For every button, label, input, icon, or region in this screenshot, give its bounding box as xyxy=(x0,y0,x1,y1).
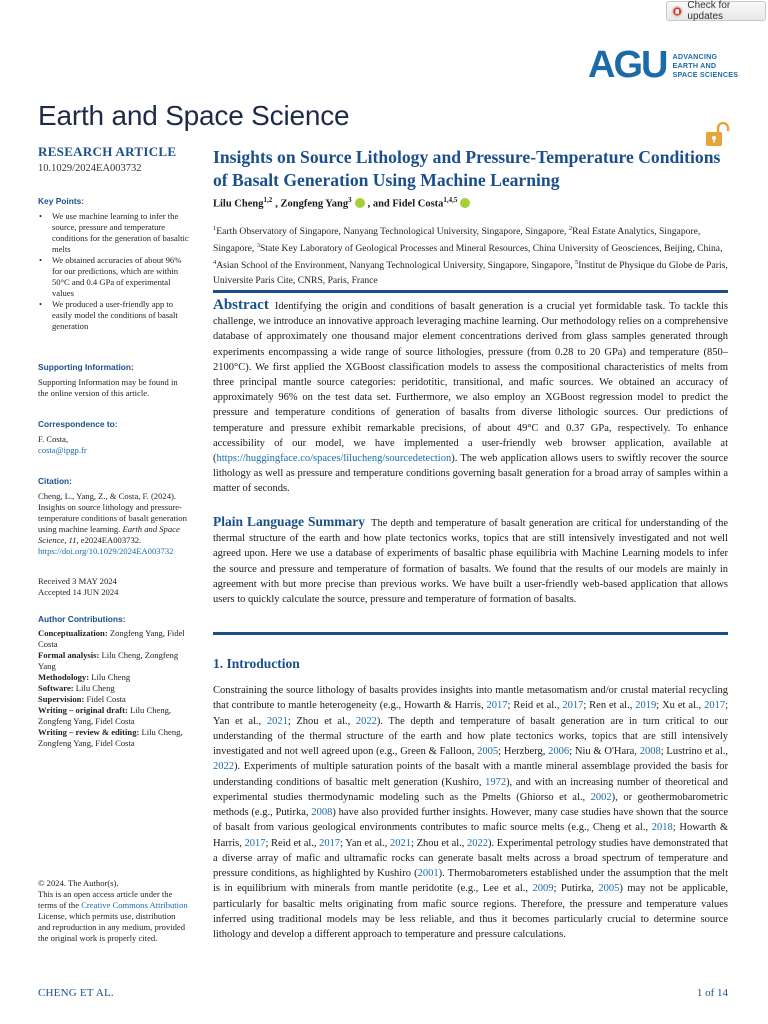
citation-year-link[interactable]: 2019 xyxy=(635,700,657,712)
intro-text-segment: ; Xu et al., xyxy=(656,700,705,712)
citation-year-link[interactable]: 2017 xyxy=(704,700,726,712)
citation xyxy=(38,476,190,557)
affiliation-number: 4 xyxy=(213,259,217,267)
intro-text-segment: ; Zhou et al., xyxy=(411,837,468,849)
citation-year-link[interactable]: 2017 xyxy=(486,700,508,712)
citation-year-link[interactable]: 2001 xyxy=(417,868,439,879)
supporting-text: Supporting Information may be found in the online version of this article. xyxy=(38,377,178,398)
plain-language-summary xyxy=(213,514,728,607)
contribution-item xyxy=(38,672,190,683)
contribution-names: Lilu Cheng, Zongfeng Yang, Fidel Costa xyxy=(38,727,183,748)
affiliation-text: Asian School of the Environment, Nanyang Technological University, Singapore, Singapore, xyxy=(216,260,576,272)
citation-year-link[interactable]: 2017 xyxy=(319,837,341,849)
citation-year-link[interactable]: 1972 xyxy=(485,776,507,788)
journal-title: Earth and Space Science xyxy=(38,100,350,131)
section-divider xyxy=(213,632,728,635)
intro-text-segment: ; Yan et al., xyxy=(213,700,728,727)
intro-text-segment: ; Niu & O'Hara, xyxy=(569,746,640,757)
affiliation-text: Institut de Physique du Globe de Paris, Universite Paris Cite, CNRS, Paris, France xyxy=(213,260,728,286)
affiliation-text: State Key Laboratory of Geological Processes and Mineral Resources, China University of Geosciences, Beijing, China, xyxy=(259,243,723,255)
page-number: 1 of 14 xyxy=(696,987,728,999)
intro-text-segment: ; Ren et al., xyxy=(583,700,636,712)
intro-text-segment: ; Zhou et al., xyxy=(287,715,356,727)
contribution-names: Lilu Cheng xyxy=(75,683,115,693)
intro-text-segment: ; Reid et al., xyxy=(265,837,320,849)
intro-text-segment: ; Herzberg, xyxy=(498,746,549,757)
citation-year-link[interactable]: 2005 xyxy=(598,883,620,895)
author-2-affil: 3 xyxy=(348,196,352,204)
article-type xyxy=(38,146,190,174)
intro-text-segment: ). The depth and temperature of basalt generation are in turn critical to our understanding of the thermal structure of the earth and how plate tectonics works, topics that are still intensively investigated and not well agreed upon (e.g., Green & Falloon, xyxy=(213,715,728,757)
contribution-item xyxy=(38,694,190,705)
affiliation-number: 3 xyxy=(256,242,260,250)
agu-tag-line: EARTH AND xyxy=(672,60,717,70)
contribution-role: Conceptualization: xyxy=(38,628,108,638)
citation-year-link[interactable]: 2021 xyxy=(390,837,412,849)
contribution-names: Lilu Cheng xyxy=(91,672,131,682)
author-3-affil: 1,4,5 xyxy=(443,196,458,204)
contribution-role: Software: xyxy=(38,683,74,693)
intro-text-segment: ; Howarth & Harris, xyxy=(213,822,728,849)
citation-year-link[interactable]: 2022 xyxy=(355,715,377,727)
app-link[interactable]: https://huggingface.co/spaces/lilucheng/sourcedetection xyxy=(216,453,452,465)
agu-logo-mark: AGU xyxy=(588,44,667,86)
agu-tag-line: SPACE SCIENCES xyxy=(672,69,739,79)
creative-commons-link[interactable]: Creative Commons Attribution xyxy=(81,900,188,910)
intro-text-segment: ) have also provided further insights. However, many case studies have shown that the source of basalt from various geological environments contributes to mafic source melts (e.g., Cheng et al., xyxy=(213,807,728,834)
abstract-text: ). The web application allows users to swiftly recover the source lithology as well as pressure and temperature conditions governing basalt generation for a broad array of samples within a matter of seconds. xyxy=(213,453,728,495)
citation-label: Citation: xyxy=(38,476,72,486)
contributions-list xyxy=(38,628,190,749)
pls-text: The depth and temperature of basalt generation are critical for understanding of the thermal structure of the earth and how plate tectonics works, topics that are still intensively investigated and not well agreed upon. Here we use a database of experiments of basaltic phase equilibria with Machine Learning models to infer the source and pressure and temperature of formation of basalts. We found that the results of our models are mainly in agreement with but more precise than previous works. We have built a user-friendly web-based application that allows users to quickly calculate the source, pressure and temperature of formation of basalts. xyxy=(213,518,728,606)
key-point-item: • We produced a user-friendly app to easily model the conditions of basalt generation xyxy=(38,299,190,332)
intro-text-segment: Constraining the source lithology of basalts provides insights into mantle metasomatism and/or crustal material recycling that contribute to mantle heterogeneity (e.g., Howarth & Harris, xyxy=(213,685,728,712)
introduction-text xyxy=(213,683,728,942)
check-for-updates-button[interactable] xyxy=(666,1,766,21)
check-for-updates-label: Check for updates xyxy=(687,0,731,22)
affiliation-number: 1 xyxy=(213,225,217,232)
contribution-names: Lilu Cheng, Zongfeng Yang xyxy=(38,650,179,671)
running-head: CHENG ET AL. xyxy=(38,987,114,999)
author-contributions xyxy=(38,614,190,749)
contribution-item xyxy=(38,628,190,650)
citation-text xyxy=(38,491,190,546)
key-point-item: • We obtained accuracies of about 96% for our predictions, which are within 50°C and 0.4 GPa of experimental values xyxy=(38,255,190,299)
agu-logo xyxy=(588,46,738,84)
intro-text-segment: ; Putirka, xyxy=(553,883,599,895)
citation-year-link[interactable]: 2009 xyxy=(532,883,554,895)
correspondence-email-link[interactable]: costa@ipgp.fr xyxy=(38,445,87,455)
abstract-text: Identifying the origin and conditions of basalt generation is a crucial yet formidable task. To tackle this challenge, we introduce an innovative approach leveraging machine learning. Our methodology relies on a comprehensive database of approximately one thousand major element concentrations derived from glass samples generated through experiments encompassing a wide range of source lithologies, pressure (from 0.28 to 20 GPa) and temperature (850–2100°C). We first applied the XGBoost classification models to assess the compositional characteristics of melts from three principal mantle source categories: peridotitic, transitional, and mafic sources. We obtained an accuracy of approximately 96% on the test data set. Furthermore, we also employ an XGBoost regression model to predict the pressure and temperature conditions of generation of basalts from diverse lithologic sources. Our predictions of temperature and pressure exhibit remarkable precisions, of about 49°C and 0.37 GPa, respectively. To enhance accessibility of our model, we have implemented a user-friendly web browser application, available at ( xyxy=(213,301,728,465)
author-2: , Zongfeng Yang xyxy=(275,198,349,210)
affiliation-number: 2 xyxy=(568,225,573,232)
license-statement xyxy=(38,878,190,944)
author-3: , and Fidel Costa xyxy=(367,198,444,210)
copyright-text: © 2024. The Author(s). xyxy=(38,878,119,888)
contribution-role: Formal analysis: xyxy=(38,650,100,660)
license-pre: This is an open access article under the terms of the xyxy=(38,889,173,910)
license-text xyxy=(38,889,190,944)
contribution-role: Writing – original draft: xyxy=(38,705,128,715)
author-name xyxy=(368,196,458,210)
author-list xyxy=(213,196,728,210)
citation-year-link[interactable]: 2017 xyxy=(562,700,584,712)
citation-year-link[interactable]: 2021 xyxy=(266,715,288,727)
author-1: Lilu Cheng xyxy=(213,198,264,210)
affiliations xyxy=(213,222,728,288)
intro-text-segment: ), and with an increasing number of theoretical and experimental studies thermodynamic modeling such as the Pmelts (Ghiorso et al., xyxy=(213,776,729,803)
contribution-item xyxy=(38,705,190,727)
supporting-label: Supporting Information: xyxy=(38,362,134,372)
article-doi: 10.1029/2024EA003732 xyxy=(38,163,142,174)
citation-year-link[interactable]: 2017 xyxy=(244,837,266,849)
author-name xyxy=(213,196,272,210)
contribution-item xyxy=(38,727,190,749)
citation-journal: Earth and Space Science, 11, xyxy=(38,524,180,545)
contribution-item xyxy=(38,683,190,694)
contribution-names: Zongfeng Yang, Fidel Costa xyxy=(38,628,185,649)
intro-text-segment: ), or geothermobarometric methods (e.g., Putirka, xyxy=(213,791,728,818)
citation-doi-link[interactable]: https://doi.org/10.1029/2024EA003732 xyxy=(38,546,174,556)
intro-text-segment: ). Experiments of multiple saturation points of the basalt with a mantle mineral assemblage provided the basis for understanding conditions of basaltic melt generation (Kushiro, xyxy=(213,761,728,788)
agu-logo-tagline xyxy=(672,52,738,79)
citation-year-link[interactable]: 2006 xyxy=(548,746,570,757)
affiliation-text: Earth Observatory of Singapore, Nanyang Technological University, Singapore, Singapore, xyxy=(216,226,569,238)
abstract xyxy=(213,298,728,497)
key-point-item: • We use machine learning to infer the source, pressure and temperature conditions for the generation of basaltic melts xyxy=(38,211,190,255)
citation-body: Cheng, L., Yang, Z., & Costa, F. (2024). Insights on source lithology and pressure-temperature conditions of basalt generation using machine learning. xyxy=(38,491,187,534)
contribution-item xyxy=(38,650,190,672)
key-points-label: Key Points: xyxy=(38,196,85,206)
updates-badge-icon xyxy=(671,5,683,18)
affiliation-number: 5 xyxy=(575,259,579,267)
article-type-label: RESEARCH ARTICLE xyxy=(38,144,177,159)
author-name xyxy=(275,196,351,210)
author-1-affil: 1,2 xyxy=(263,196,273,204)
article-dates xyxy=(38,576,190,598)
open-access-lock-icon xyxy=(704,122,730,148)
contributions-label: Author Contributions: xyxy=(38,614,126,624)
key-points xyxy=(38,196,190,332)
citation-year-link[interactable]: 2008 xyxy=(311,807,333,818)
abstract-heading: Abstract xyxy=(213,297,269,313)
license-post: License, which permits use, distribution and reproduction in any medium, provided the original work is properly cited. xyxy=(38,911,186,943)
article-title: Insights on Source Lithology and Pressure-Temperature Conditions of Basalt Generation Using Machine Learning xyxy=(213,147,721,190)
accepted-date: Accepted 14 JUN 2024 xyxy=(38,587,119,597)
correspondence-label: Correspondence to: xyxy=(38,419,118,429)
contribution-role: Supervision: xyxy=(38,694,85,704)
correspondence-name: F. Costa, xyxy=(38,434,69,444)
contribution-role: Methodology: xyxy=(38,672,90,682)
orcid-icon[interactable] xyxy=(460,198,470,208)
intro-text-segment: ) may not be applicable, particularly for basaltic melts originating from mafic source regions. Therefore, the pressure and temperature values inferred using traditional models may be less reliable, and thus it becomes particularly crucial to determine source lithology and develop a different approach to temperature and pressure calculations. xyxy=(213,883,729,940)
pls-heading: Plain Language Summary xyxy=(213,514,366,529)
intro-text-segment: ). Thermobarometers established under the assumption that the melt is in equilibrium with minerals from mantle peridotite (e.g., Lee et al., xyxy=(213,868,728,895)
contribution-names: Fidel Costa xyxy=(86,694,126,704)
citation-id: e2024EA003732. xyxy=(80,535,142,545)
orcid-icon[interactable] xyxy=(355,198,365,208)
citation-year-link[interactable]: 2022 xyxy=(213,761,234,773)
citation-year-link[interactable]: 2022 xyxy=(467,837,489,849)
contribution-names: Lilu Cheng, Zongfeng Yang, Fidel Costa xyxy=(38,705,172,726)
contribution-role: Writing – review & editing: xyxy=(38,727,140,737)
supporting-information xyxy=(38,362,190,399)
agu-tag-line: ADVANCING xyxy=(672,51,718,61)
affiliation-text: Real Estate Analytics, Singapore, Singapore, xyxy=(213,226,701,255)
citation-year-link[interactable]: 2008 xyxy=(639,746,661,757)
citation-year-link[interactable]: 2005 xyxy=(477,746,499,757)
intro-text-segment: ; Lustrino et al., xyxy=(660,746,728,757)
intro-text-segment: ). Experimental petrology studies have demonstrated that a diverse array of mafic and ultramafic rocks can generate basalt melts across a broad spectrum of temperature and pressure conditions, as highlighted by Kushiro ( xyxy=(213,837,729,879)
citation-year-link[interactable]: 2002 xyxy=(590,791,612,803)
correspondence xyxy=(38,419,190,456)
section-divider xyxy=(213,290,728,293)
received-date: Received 3 MAY 2024 xyxy=(38,576,117,586)
introduction-heading: 1. Introduction xyxy=(213,656,300,671)
intro-text-segment: ; Yan et al., xyxy=(340,837,391,849)
citation-year-link[interactable]: 2018 xyxy=(651,822,673,834)
intro-text-segment: ; Reid et al., xyxy=(507,700,563,712)
